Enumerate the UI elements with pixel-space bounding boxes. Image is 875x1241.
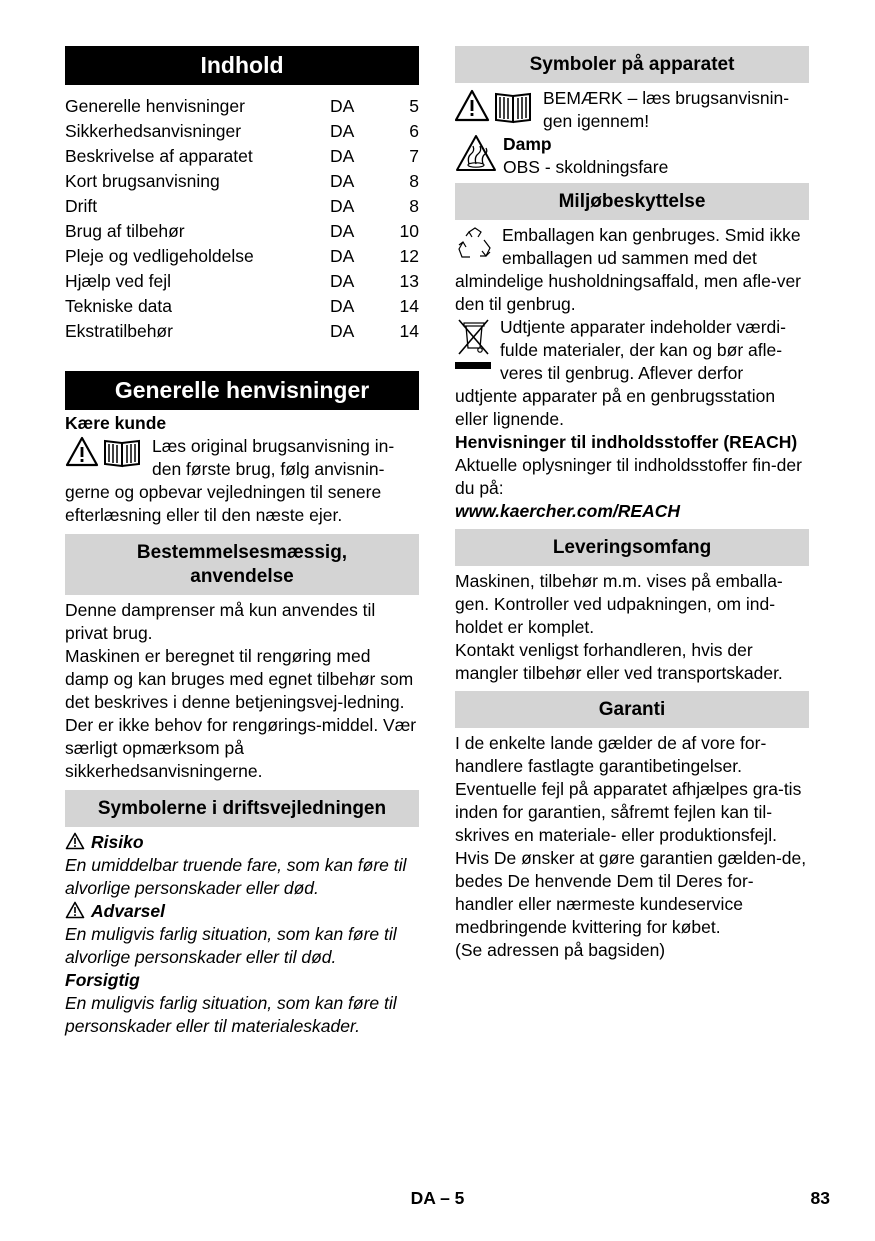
warranty-p4: (Se adressen på bagsiden) [455, 940, 666, 960]
warning-text: En muligvis farlig situation, som kan føre til alvorlige personskader eller til død. [65, 924, 397, 967]
toc-row[interactable] [65, 169, 419, 194]
toc-entry-page: 8 [409, 171, 419, 191]
toc-entry-lang: DA [330, 271, 355, 291]
toc-entry-title: Ekstratilbehør [65, 321, 173, 341]
steam-label: Damp [503, 134, 552, 154]
toc-entry-title: Drift [65, 196, 98, 216]
toc-entry-title: Generelle henvisninger [65, 96, 245, 116]
toc-entry-lang: DA [330, 246, 355, 266]
toc-row[interactable] [65, 244, 419, 269]
hot-steam-icon [455, 133, 497, 173]
toc-row[interactable] [65, 269, 419, 294]
warranty-heading: Garanti [455, 691, 809, 728]
crossed-bin-icon [455, 316, 493, 372]
risk-text: En umiddelbar truende fare, som kan føre til alvorlige personskader eller død. [65, 855, 407, 898]
toc-row[interactable] [65, 194, 419, 219]
risk-row [65, 831, 419, 854]
weee-text: Udtjente apparater indeholder værdi-fulde materialer, der kan og bør afle-veres til genbrug. Aflever derfor udtjente apparater på en genbrugsstation eller lignende. [455, 317, 786, 429]
toc-row[interactable] [65, 119, 419, 144]
warning-book-icon [455, 87, 537, 127]
toc-entry-title: Sikkerhedsanvisninger [65, 121, 242, 141]
delivery-p1: Maskinen, tilbehør m.m. vises på emballa-gen. Kontroller ved udpakningen, om ind-holdet er komplet. [455, 571, 783, 637]
general-heading: Generelle henvisninger [65, 371, 419, 410]
warning-manual-icon-group [65, 435, 145, 474]
toc-row[interactable] [65, 94, 419, 119]
warning-label: Advarsel [91, 901, 165, 921]
recycle-text: Emballagen kan genbruges. Smid ikke emballagen ud sammen med det almindelige husholdningsaffald, men afle-ver den til genbrug. [455, 225, 802, 314]
warning-icon [65, 901, 85, 919]
reach-text: Aktuelle oplysninger til indholdsstoffer fin-der du på: [455, 455, 802, 498]
recycle-icon-wrap [455, 224, 495, 269]
toc-entry-page: 10 [399, 221, 419, 241]
note-text: BEMÆRK – læs brugsanvisnin-gen igennem! [543, 88, 790, 131]
note-icon-group [455, 87, 537, 127]
toc-entry-page: 14 [399, 321, 419, 341]
steam-text: OBS - skoldningsfare [503, 157, 669, 177]
intended-use-heading-line1: Bestemmelsesmæssig, [136, 542, 348, 563]
toc-entry-title: Beskrivelse af apparatet [65, 146, 253, 166]
intended-use-heading [65, 534, 419, 595]
toc-heading: Indhold [65, 46, 419, 85]
weee-block [455, 316, 809, 431]
toc-entry-lang: DA [330, 146, 355, 166]
steam-icon-group [455, 133, 497, 173]
toc-entry-title: Kort brugsanvisning [65, 171, 220, 191]
delivery-p2: Kontakt venligst forhandleren, hvis der mangler tilbehør eller ved transportskader. [455, 640, 783, 683]
reach-heading: Henvisninger til indholdsstoffer (REACH) [455, 432, 798, 452]
device-symbols-heading: Symboler på apparatet [455, 46, 809, 83]
toc-entry-lang: DA [330, 296, 355, 316]
warranty-p2: Eventuelle fejl på apparatet afhjælpes gra-tis inden for garantien, såfremt fejlen kan til-skrives en materiale- eller produktionsfejl. [455, 779, 802, 845]
recycle-icon [455, 224, 495, 264]
toc-entry-lang: DA [330, 96, 355, 116]
recycle-block [455, 224, 809, 316]
caution-label: Forsigtig [65, 970, 140, 990]
environment-heading: Miljøbeskyttelse [455, 183, 809, 220]
toc-entry-title: Pleje og vedligeholdelse [65, 246, 254, 266]
manual-symbols-heading: Symbolerne i driftsvejledningen [65, 790, 419, 827]
toc-entry-page: 7 [409, 146, 419, 166]
toc-row[interactable] [65, 294, 419, 319]
intended-use-p2: Maskinen er beregnet til rengøring med damp og kan bruges med egnet tilbehør som det beskrives i denne betjeningsvej-ledning. Der er ikke behov for rengørings-middel. Vær særligt opmærksom på sikkerhedsanvisningerne. [65, 646, 417, 781]
toc-entry-page: 5 [409, 96, 419, 116]
toc-entry-page: 13 [399, 271, 419, 291]
warranty-p3: Hvis De ønsker at gøre garantien gælden-de, bedes De henvende Dem til Deres for-handler eller nærmeste kundeservice medbringende kvittering for købet. [455, 848, 807, 937]
note-symbol-row [455, 87, 809, 133]
steam-symbol-row [455, 133, 809, 179]
toc-entry-page: 6 [409, 121, 419, 141]
delivery-heading: Leveringsomfang [455, 529, 809, 566]
right-column [455, 46, 809, 962]
warning-book-icon [65, 435, 145, 469]
general-block [65, 435, 419, 527]
general-text: Læs original brugsanvisning in-den første brug, følg anvisnin-gerne og opbevar vejledningen til senere efterlæsning eller til den næste ejer. [65, 436, 395, 525]
intended-use-heading-line2: anvendelse [190, 566, 294, 587]
toc-entry-title: Hjælp ved fejl [65, 271, 172, 291]
toc-row[interactable] [65, 144, 419, 169]
weee-icon-wrap [455, 316, 493, 377]
toc-row[interactable] [65, 319, 419, 344]
left-column [65, 46, 419, 1038]
warning-row [65, 900, 419, 923]
caution-text: En muligvis farlig situation, som kan føre til personskader eller til materialeskader. [65, 993, 397, 1036]
reach-url[interactable]: www.kaercher.com/REACH [455, 501, 680, 521]
toc-entry-page: 14 [399, 296, 419, 316]
salutation: Kære kunde [65, 413, 167, 433]
toc-entry-lang: DA [330, 321, 355, 341]
toc-row[interactable] [65, 219, 419, 244]
toc-entry-lang: DA [330, 171, 355, 191]
toc-entry-title: Tekniske data [65, 296, 173, 316]
warranty-p1: I de enkelte lande gælder de af vore for-handlere fastlagte garantibetingelser. [455, 733, 767, 776]
footer-page-number: 83 [810, 1188, 830, 1208]
risk-label: Risiko [91, 832, 144, 852]
toc-entry-title: Brug af tilbehør [65, 221, 185, 241]
toc-list [65, 94, 419, 344]
toc-entry-lang: DA [330, 121, 355, 141]
toc-entry-lang: DA [330, 221, 355, 241]
intended-use-p1: Denne damprenser må kun anvendes til privat brug. [65, 600, 376, 643]
footer-section-label: DA – 5 [410, 1188, 465, 1208]
toc-entry-page: 8 [409, 196, 419, 216]
toc-entry-page: 12 [399, 246, 419, 266]
toc-entry-lang: DA [330, 196, 355, 216]
warning-icon [65, 832, 85, 850]
